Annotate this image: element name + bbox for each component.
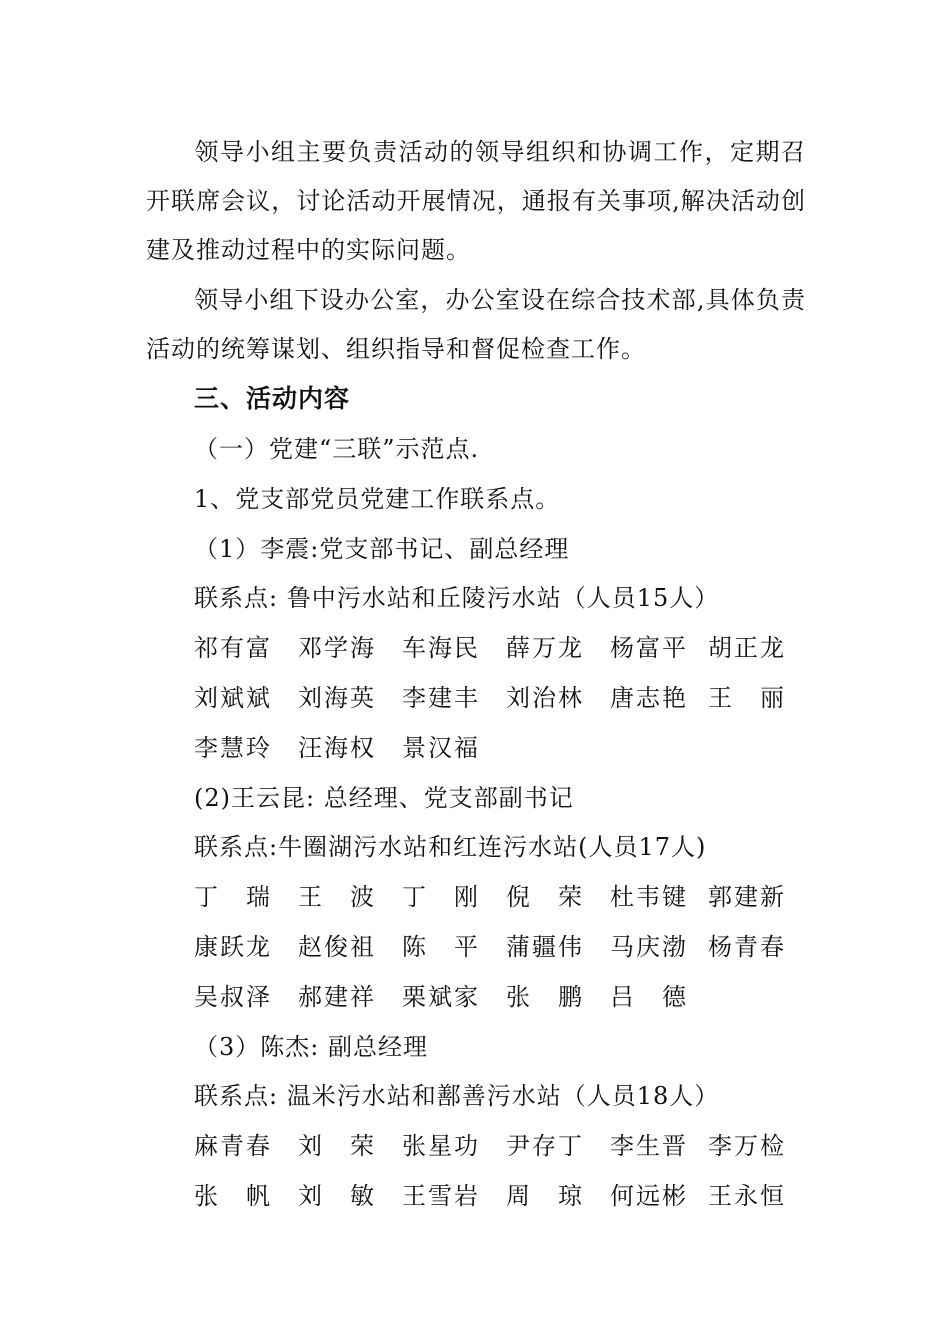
person-name: 赵俊祖 — [298, 933, 376, 961]
person-name: 张 鹏 — [506, 983, 582, 1011]
group-1-leader: （1）李震:党支部书记、副总经理 — [194, 535, 570, 563]
person-name: 康跃龙 — [194, 933, 272, 961]
person-name: 李万检 — [708, 1132, 786, 1160]
group-2-leader: (2)王云昆: 总经理、党支部副书记 — [194, 784, 574, 812]
group-2-names-row-1 — [194, 882, 814, 912]
person-name: 杨青春 — [708, 933, 786, 961]
person-name: 吕 德 — [610, 983, 686, 1011]
person-name: 李慧玲 — [194, 734, 272, 762]
person-name: 胡正龙 — [708, 634, 786, 662]
group-3-leader: （3）陈杰: 副总经理 — [194, 1033, 428, 1061]
person-name: 李生晋 — [610, 1132, 688, 1160]
group-1-contact: 联系点: 鲁中污水站和丘陵污水站（人员15人） — [194, 584, 720, 612]
person-name: 邓学海 — [298, 634, 376, 662]
person-name: 王 波 — [298, 883, 374, 911]
group-1-names-row-1 — [194, 633, 814, 663]
paragraph-leadership-duties-text: 领导小组主要负责活动的领导组织和协调工作，定期召开联席会议，讨论活动开展情况，通报有关事项,解决活动创建及推动过程中的实际问题。 — [146, 138, 806, 264]
person-name: 刘 荣 — [298, 1132, 374, 1160]
person-name: 杨富平 — [610, 634, 688, 662]
person-name: 汪海权 — [298, 734, 376, 762]
person-name: 栗斌家 — [402, 983, 480, 1011]
person-name: 丁 刚 — [402, 883, 478, 911]
person-name: 郝建祥 — [298, 983, 376, 1011]
person-name: 尹存丁 — [506, 1132, 584, 1160]
person-name: 车海民 — [402, 634, 480, 662]
group-1-names-row-2 — [194, 683, 814, 713]
paragraph-office-duties — [146, 276, 806, 374]
person-name: 何远彬 — [610, 1182, 688, 1210]
person-name: 张星功 — [402, 1132, 480, 1160]
person-name: 王雪岩 — [402, 1182, 480, 1210]
paragraph-leadership-duties — [146, 128, 806, 275]
person-name: 杜韦键 — [610, 883, 688, 911]
person-name: 郭建新 — [708, 883, 786, 911]
group-1-names-row-3 — [194, 733, 814, 763]
person-name: 薛万龙 — [506, 634, 584, 662]
person-name: 景汉福 — [402, 734, 480, 762]
person-name: 丁 瑞 — [194, 883, 270, 911]
person-name: 刘治林 — [506, 684, 584, 712]
person-name: 周 琼 — [506, 1182, 582, 1210]
person-name: 张 帆 — [194, 1182, 270, 1210]
person-name: 祁有富 — [194, 634, 272, 662]
person-name: 王永恒 — [708, 1182, 786, 1210]
person-name: 马庆渤 — [610, 933, 688, 961]
person-name: 王 丽 — [708, 684, 784, 712]
subsection-heading: （一）党建“三联”示范点. — [194, 435, 480, 463]
group-3-names-row-1 — [194, 1131, 814, 1161]
person-name: 倪 荣 — [506, 883, 582, 911]
section-heading: 三、活动内容 — [194, 384, 351, 413]
person-name: 陈 平 — [402, 933, 478, 961]
group-2-names-row-3 — [194, 982, 814, 1012]
person-name: 麻青春 — [194, 1132, 272, 1160]
person-name: 李建丰 — [402, 684, 480, 712]
person-name: 蒲疆伟 — [506, 933, 584, 961]
group-3-contact: 联系点: 温米污水站和鄯善污水站（人员18人） — [194, 1082, 720, 1110]
group-3-names-row-2 — [194, 1181, 814, 1211]
person-name: 唐志艳 — [610, 684, 688, 712]
person-name: 刘海英 — [298, 684, 376, 712]
person-name: 刘 敏 — [298, 1182, 374, 1210]
person-name: 刘斌斌 — [194, 684, 272, 712]
group-2-contact: 联系点:牛圈湖污水站和红连污水站(人员17人) — [194, 833, 707, 861]
person-name: 吴叔泽 — [194, 983, 272, 1011]
item-heading: 1、党支部党员党建工作联系点。 — [194, 485, 561, 513]
group-2-names-row-2 — [194, 932, 814, 962]
paragraph-office-duties-text: 领导小组下设办公室，办公室设在综合技术部,具体负责活动的统筹谋划、组织指导和督促检查工作。 — [146, 286, 806, 363]
